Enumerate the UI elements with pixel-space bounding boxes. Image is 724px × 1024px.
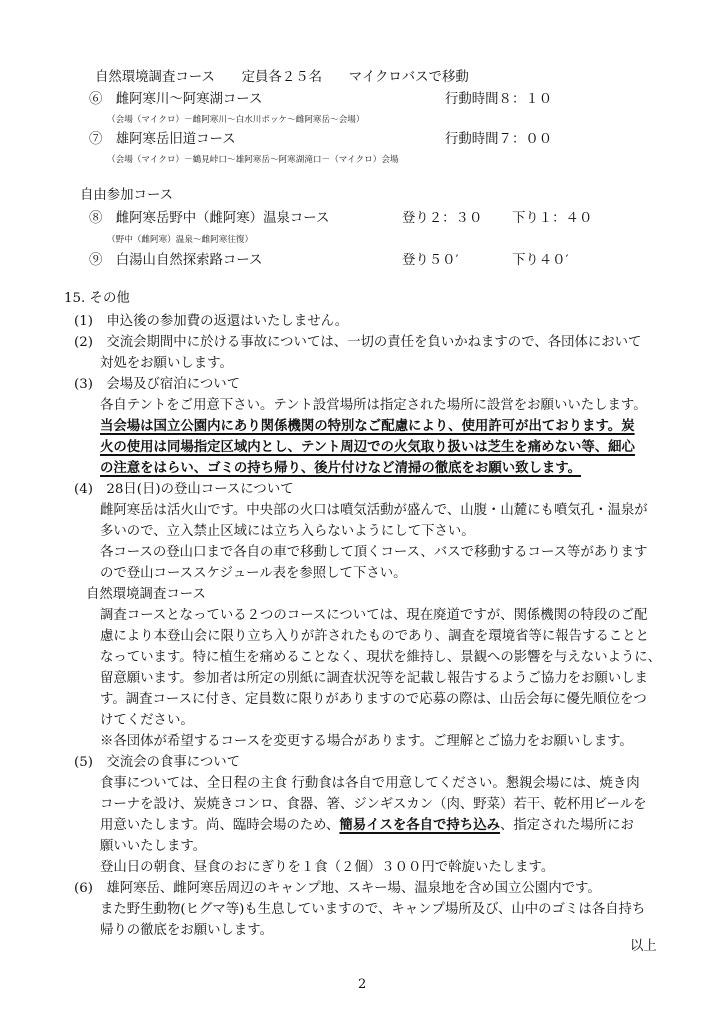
item-5-line-2: コーナを設け、炭焼きコンロ、食器、箸、ジンギスカン（肉、野菜）若干、乾杯用ビールを — [100, 797, 647, 812]
item-3-underlined-3: の注意をはらい、ゴミの持ち帰り、後片付けなど清掃の徹底をお願い致します。 — [100, 460, 581, 476]
closing-ijou: 以上 — [630, 939, 657, 954]
item-6-line-2: また野生動物(ヒグマ等)も生息していますので、キャンプ場所及び、山中のゴミは各自持ち — [100, 902, 646, 917]
course-9-name: ⑨ 白湯山自然探索路コース — [89, 253, 263, 268]
item-4-para-3: なっています。特に植生を痛めることなく、現状を維持し、景観への影響を与えないように、 — [100, 650, 662, 665]
item-5-heading: (5) 交流会の食事について — [74, 755, 240, 770]
item-2-line-2: 対処をお願いします。 — [100, 356, 233, 371]
course-6-name: ⑥ 雌阿寒川～阿寒湖コース — [89, 92, 263, 107]
item-4-line-2: 多いので、立入禁止区域には立ち入らないようにして下さい。 — [100, 524, 475, 539]
item-4-para-4: 留意願います。参加者は所定の別紙に調査状況等を記載し報告するようご協力をお願いしま — [100, 671, 648, 686]
nature-course-header: 自然環境調査コース 定員各２５名 マイクロバスで移動 — [95, 70, 469, 85]
item-4-note: ※各団体が希望するコースを変更する場合があります。ご理解とご協力をお願いします。 — [100, 734, 633, 749]
course-6-route: （会場（マイクロ）－雌阿寒川～白水川ポッケ～雌阿寒岳～会場） — [107, 115, 365, 125]
course-7-route: （会場（マイクロ）－鶴見峠口～雄阿寒岳～阿寒湖滝口－（マイクロ）会場 — [107, 155, 399, 165]
item-1: (1) 申込後の参加費の返還はいたしません。 — [74, 314, 349, 329]
item-3-line-1: 各自テントをご用意下さい。テント設営場所は指定された場所に設営をお願いいたします。 — [100, 398, 647, 413]
free-course-header: 自由参加コース — [80, 188, 174, 203]
item-4-para-6: けてください。 — [100, 713, 194, 728]
item-3-heading: (3) 会場及び宿泊について — [74, 377, 240, 392]
course-8-name: ⑧ 雌阿寒岳野中（雌阿寒）温泉コース — [89, 211, 330, 226]
item-5-line-1: 食事については、全日程の主食 行動食は各自で用意してください。懇親会場には、焼き肉 — [100, 776, 640, 791]
section-15-title: 15. その他 — [64, 291, 130, 306]
item-4-para-1: 調査コースとなっている２つのコースについては、現在廃道ですが、関係機関の特段のご配 — [100, 608, 648, 623]
item-5-line-3-b: 、指定された場所にお — [499, 818, 634, 833]
item-4-subheading: 自然環境調査コース — [86, 587, 206, 602]
page-number: 2 — [358, 977, 367, 992]
item-5-line-4: 願いいたします。 — [100, 839, 207, 854]
course-6-time: 行動時間８：１０ — [445, 92, 553, 107]
item-4-heading: (4) 28日(日)の登山コースについて — [74, 482, 294, 497]
item-5-line-5: 登山日の朝食、昼食のおにぎりを１食（２個）３００円で斡旋いたします。 — [100, 860, 555, 875]
item-5-line-3-a: 用意いたします。尚、臨時会場のため、 — [100, 818, 340, 833]
course-9-up: 登り５０′ — [402, 253, 459, 268]
item-4-line-1: 雌阿寒岳は活火山です。中央部の火口は噴気活動が盛んで、山腹・山麓にも噴気孔・温泉が — [100, 503, 648, 518]
item-6-line-3: 帰りの徹底をお願いします。 — [100, 923, 274, 938]
course-9-down: 下り４０′ — [512, 253, 569, 268]
item-4-line-3: 各コースの登山口まで各自の車で移動して頂くコース、バスで移動するコース等があります — [100, 545, 648, 560]
course-8-down: 下り１：４０ — [512, 211, 593, 226]
item-3-underlined-1: 当会場は国立公園内にあり関係機関の特別なご配慮により、使用許可が出ております。炭 — [100, 418, 635, 434]
item-2-line-1: (2) 交流会期間中に於ける事故については、一切の責任を負いかねますので、各団体において — [74, 335, 642, 350]
item-4-line-4: ので登山コーススケジュール表を参照して下さい。 — [100, 566, 407, 581]
course-8-route: （野中（雌阿寒）温泉～雌阿寒往復） — [107, 235, 254, 245]
item-5-line-3-underlined: 簡易イスを各自で持ち込み — [339, 817, 500, 833]
course-8-up: 登り２：３０ — [402, 211, 483, 226]
item-4-para-2: 慮により本登山会に限り立ち入りが許されたものであり、調査を環境省等に報告することと — [100, 629, 650, 644]
item-5-line-3 — [100, 819, 634, 832]
course-7-time: 行動時間７：００ — [445, 132, 553, 147]
course-7-name: ⑦ 雄阿寒岳旧道コース — [89, 132, 236, 147]
item-6-line-1: (6) 雄阿寒岳、雌阿寒岳周辺のキャンプ地、スキー場、温泉地を含め国立公園内です。 — [74, 881, 601, 896]
item-4-para-5: す。調査コースに付き、定員数に限りがありますので応募の際は、山岳会毎に優先順位をつ — [100, 692, 647, 707]
item-3-underlined-2: 火の使用は同場指定区域内とし、テント周辺での火気取り扱いは芝生を痛めない等、細心 — [100, 439, 635, 455]
